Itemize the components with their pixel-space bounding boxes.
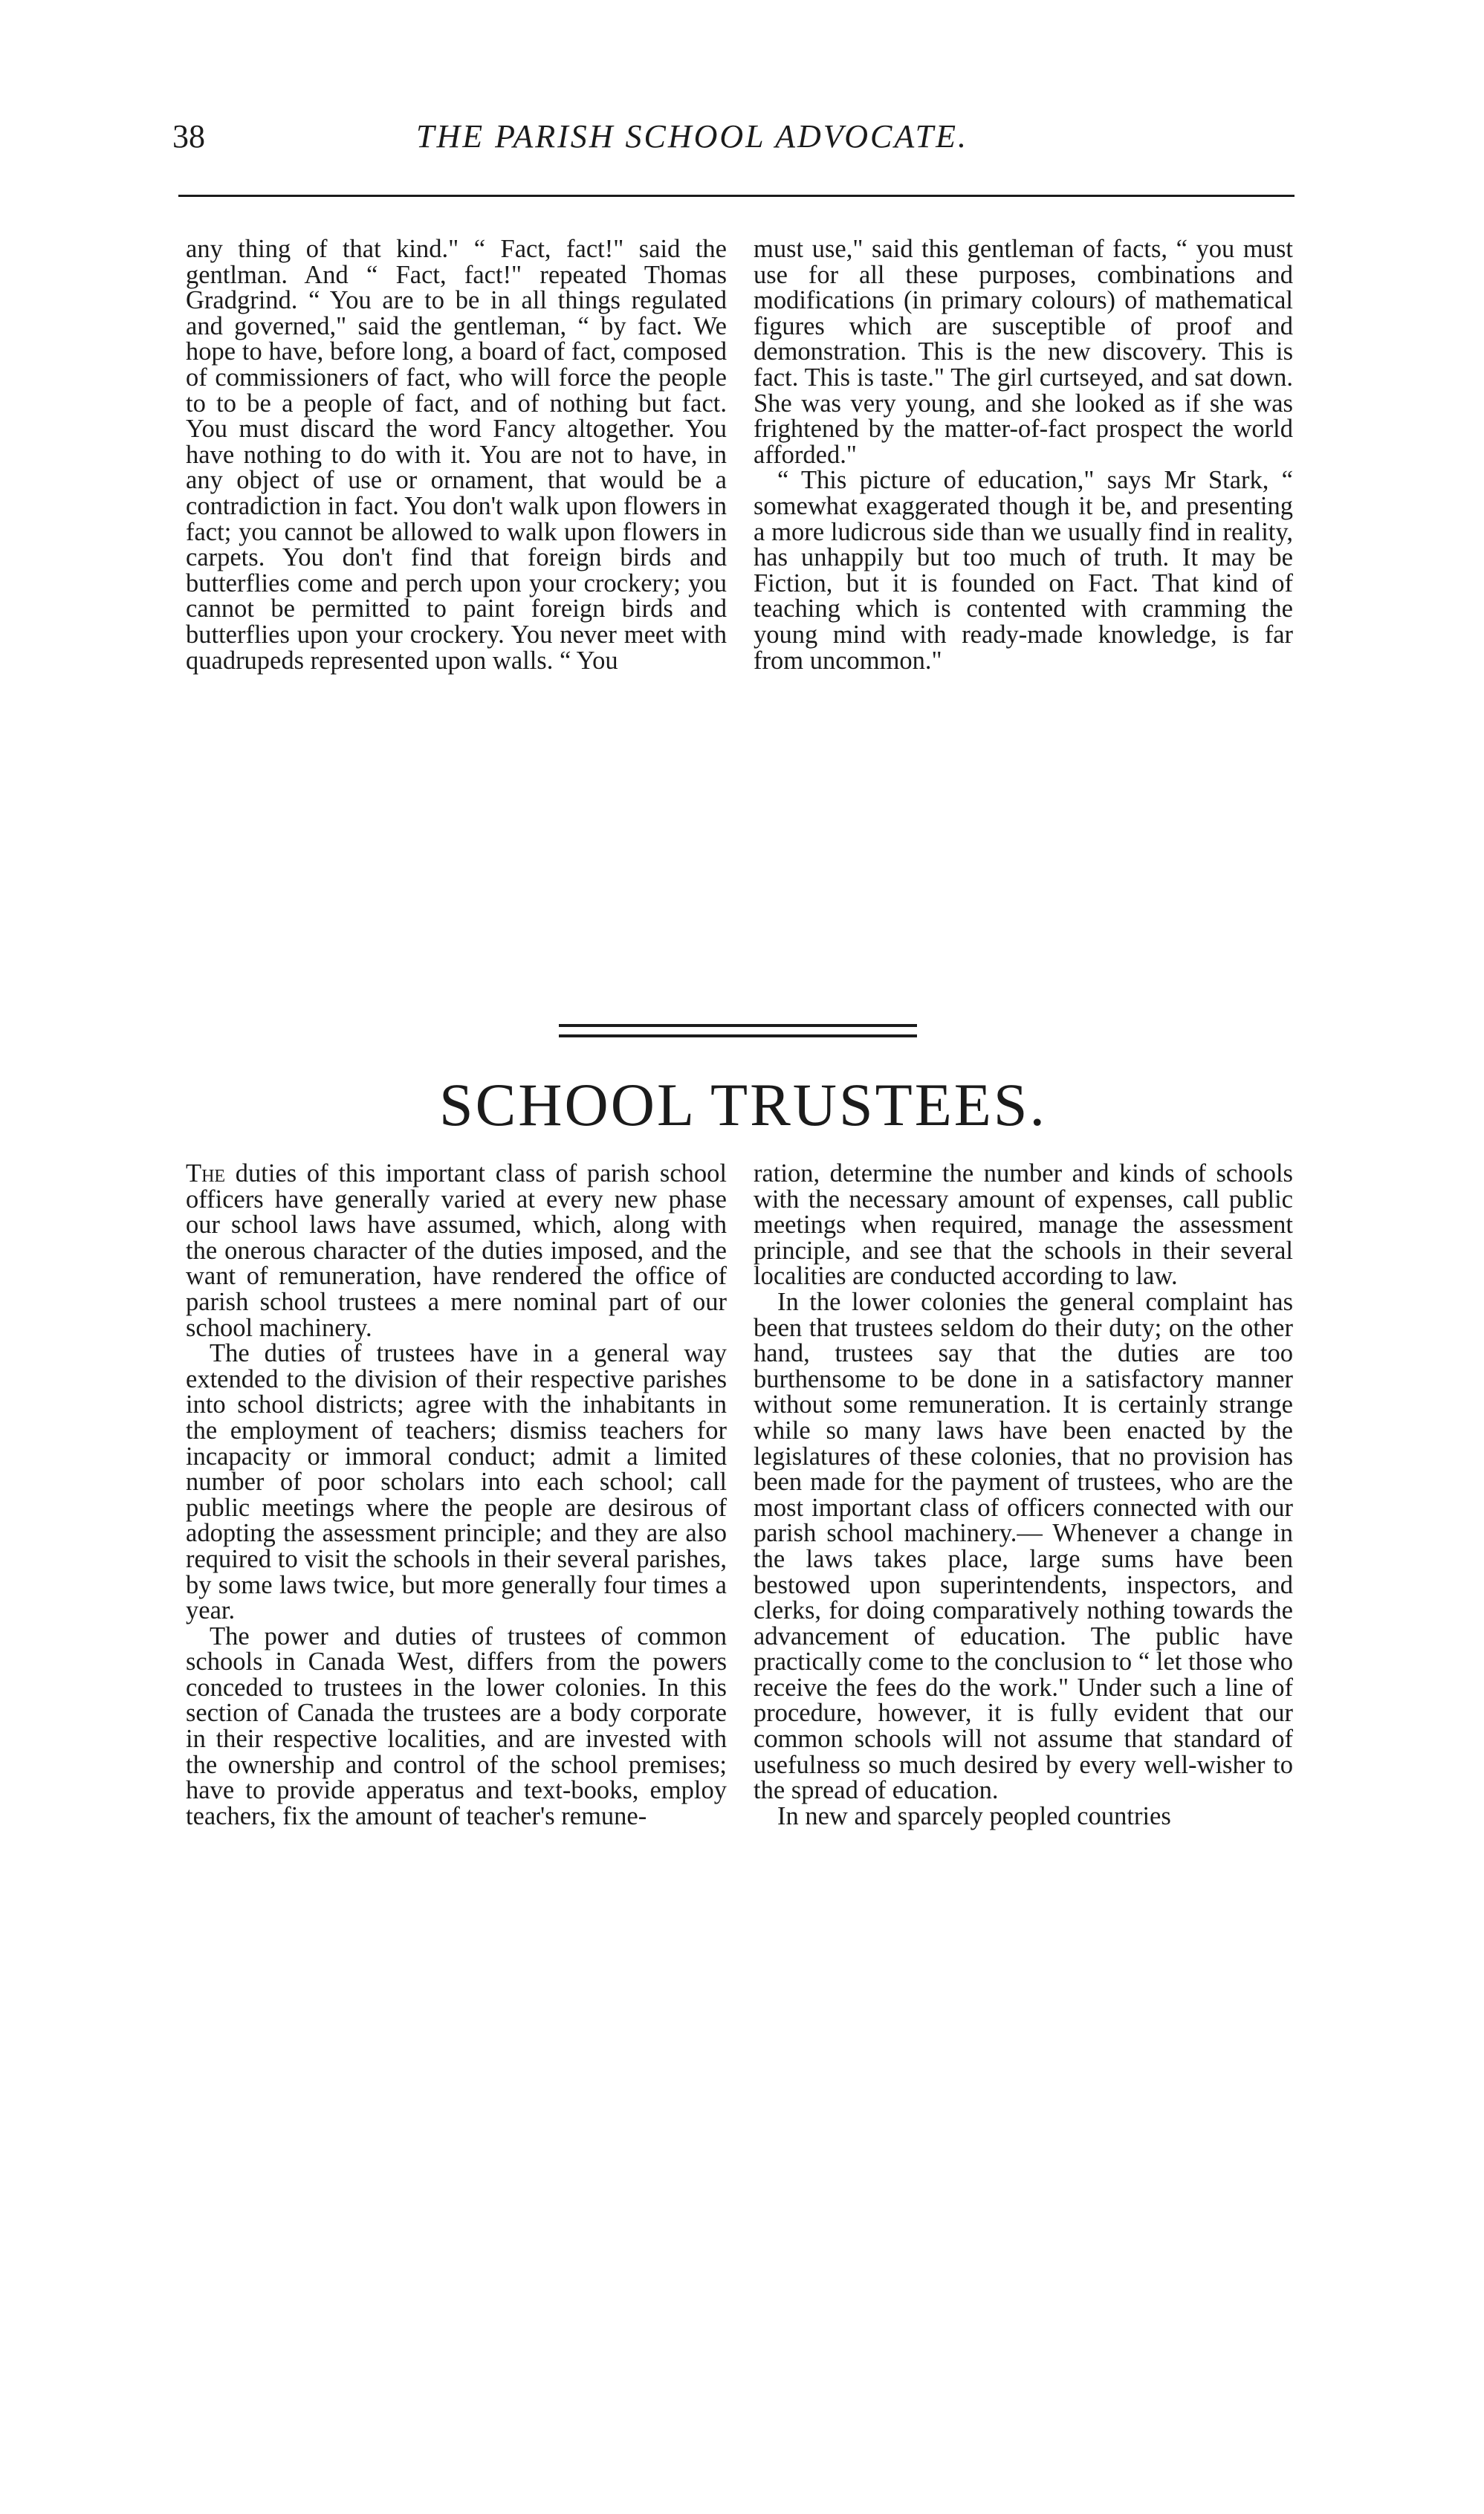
paragraph: must use," said this gentleman of facts, “ you must use for all these purposes, combinations and modifications (in primary colours) of mathematical figures which are susceptible of proof and demonstration. This is the new discovery. This is fact. This is taste." The girl curtseyed, and sat down. She was very young, and she looked as if she was frightened by the matter-of-fact prospect the world afforded." bbox=[754, 235, 1293, 469]
section-divider-rule bbox=[559, 1034, 917, 1037]
paragraph: In new and sparcely peopled countries bbox=[777, 1801, 1171, 1830]
paragraph: The duties of trustees have in a general way extended to the division of their respective parishes into school districts; agree with the inhabitants in the employment of teachers; dismiss teachers for incapacity or immoral conduct; admit a limited number of poor scholars into each school; call public meetings where the people are desirous of adopting the assessment principle; and they are also required to visit the schools in their several parishes, by some laws twice, but more generally four times a year. bbox=[186, 1339, 727, 1625]
paragraph: ration, determine the number and kinds of schools with the necessary amount of expenses, call public meetings when required, manage the assessment principle, and see that the schools in their several localities are conducted according to law. bbox=[754, 1159, 1293, 1291]
paragraph: In the lower colonies the general complaint has been that trustees seldom do their duty; on the other hand, trustees say that the duties are too burthensome to be done in a satisfactory manner without some remuneration. It is certainly strange while so many laws have been enacted by the legislatures of these colonies, that no provision has been made for the payment of trustees, who are the most important class of officers connected with our parish school machinery.— Whenever a change in the laws takes place, large sums have been bestowed upon superintendents, inspectors, and clerks, for doing comparatively nothing towards the advancement of education. The public have practically come to the conclusion to “ let those who receive the fees do the work." Under such a line of procedure, however, it is fully evident that our common schools will not assume that standard of usefulness so much desired by every well-wisher to the spread of education. bbox=[754, 1287, 1293, 1805]
section-title: SCHOOL TRUSTEES. bbox=[439, 1071, 1047, 1138]
section-divider-rule bbox=[559, 1024, 917, 1027]
paragraph bbox=[186, 1161, 727, 1341]
section-right-column bbox=[754, 1161, 1293, 1829]
paragraph: “ This picture of education," says Mr Stark, “ somewhat exaggerated though it be, and presenting a more ludicrous side than we usually find in reality, has unhappily but too much of truth. It may be Fiction, but it is founded on Fact. That kind of teaching which is contented with cramming the young mind with ready-made knowledge, is far from uncommon." bbox=[754, 466, 1293, 675]
running-header-title: THE PARISH SCHOOL ADVOCATE. bbox=[416, 118, 968, 155]
section-left-column bbox=[186, 1161, 727, 1829]
top-left-column bbox=[186, 236, 727, 673]
top-right-column bbox=[754, 236, 1293, 673]
paragraph-text: duties of this important class of parish school officers have generally varied at every new phase our school laws have assumed, which, along with the onerous character of the duties imposed, and the want of remuneration, have rendered the office of parish school trustees a mere nominal part of our school machinery. bbox=[186, 1159, 727, 1342]
paragraph: any thing of that kind." “ Fact, fact!" said the gentlman. And “ Fact, fact!" repeated Thomas Gradgrind. “ You are to be in all things regulated and governed," said the gentleman, “ by fact. We hope to have, before long, a board of fact, composed of commissioners of fact, who will force the people to to be a people of fact, and of nothing but fact. You must discard the word Fancy altogether. You have nothing to do with it. You are not to have, in any object of use or ornament, that would be a contradiction in fact. You don't walk upon flowers in fact; you cannot be allowed to walk upon flowers in carpets. You don't find that foreign birds and butterflies come and perch upon your crockery; you cannot be permitted to paint foreign birds and butterflies upon your crockery. You never meet with quadrupeds represented upon walls. “ You bbox=[186, 235, 727, 675]
header-rule bbox=[178, 195, 1295, 197]
drop-word: The bbox=[186, 1159, 226, 1188]
page-number: 38 bbox=[172, 118, 205, 155]
paragraph: The power and duties of trustees of common schools in Canada West, differs from the powers conceded to trustees in the lower colonies. In this section of Canada the trustees are a body corporate in their respective localities, and are invested with the ownership and control of the school premises; have to provide apperatus and text-books, employ teachers, fix the amount of teacher's remune- bbox=[186, 1622, 727, 1830]
